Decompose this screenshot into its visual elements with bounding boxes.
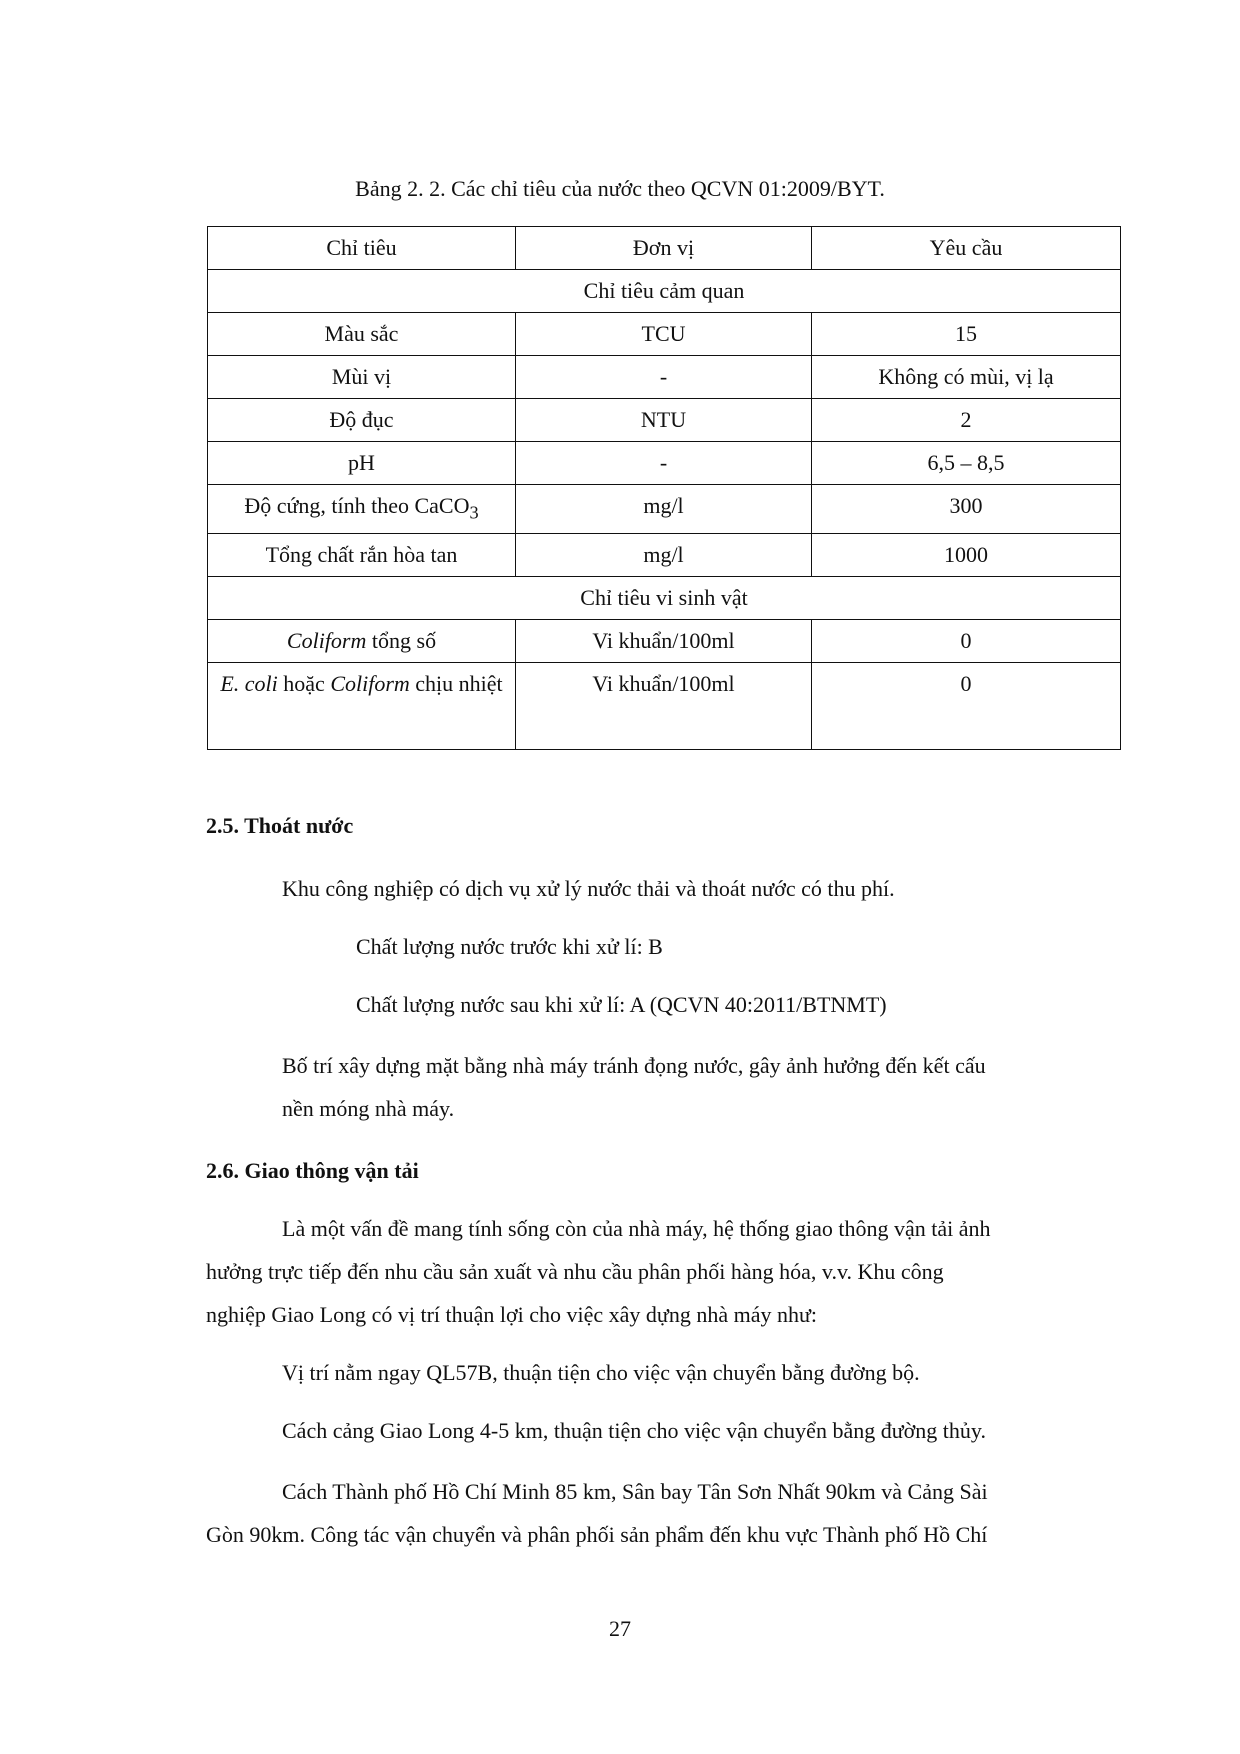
hardness-label: Độ cứng, tính theo CaCO: [244, 493, 470, 518]
table-row: [208, 313, 1121, 356]
paragraph: Cách cảng Giao Long 4-5 km, thuận tiện cho việc vận chuyển bằng đường thủy.: [282, 1418, 986, 1443]
cell-requirement: 0: [812, 620, 1121, 663]
header-requirement: Yêu cầu: [812, 227, 1121, 270]
cell-unit: mg/l: [516, 485, 812, 534]
section-label-microbiology: Chỉ tiêu vi sinh vật: [208, 577, 1121, 620]
cell-unit: Vi khuẩn/100ml: [516, 620, 812, 663]
table-row: [208, 399, 1121, 442]
table-row: [208, 620, 1121, 663]
cell-requirement: 6,5 – 8,5: [812, 442, 1121, 485]
paragraph: Bố trí xây dựng mặt bằng nhà máy tránh đọng nước, gây ảnh hưởng đến kết cấu: [282, 1053, 986, 1078]
cell-unit: mg/l: [516, 534, 812, 577]
table-row: [208, 485, 1121, 534]
paragraph: Là một vấn đề mang tính sống còn của nhà máy, hệ thống giao thông vận tải ảnh: [282, 1216, 991, 1241]
cell-requirement: 1000: [812, 534, 1121, 577]
paragraph: nghiệp Giao Long có vị trí thuận lợi cho việc xây dựng nhà máy như:: [206, 1302, 818, 1327]
paragraph: Cách Thành phố Hồ Chí Minh 85 km, Sân bay Tân Sơn Nhất 90km và Cảng Sài: [282, 1479, 988, 1504]
heading-2-6: 2.6. Giao thông vận tải: [206, 1158, 419, 1183]
ecoli-rest: chịu nhiệt: [409, 671, 503, 697]
page-number: 27: [609, 1616, 631, 1641]
coliform-heat-italic: Coliform: [330, 671, 410, 697]
paragraph: Chất lượng nước sau khi xử lí: A (QCVN 40:2011/BTNMT): [356, 992, 887, 1017]
table-row: [208, 534, 1121, 577]
cell-criterion: [208, 485, 516, 534]
table-header-row: [208, 227, 1121, 270]
cell-unit: TCU: [516, 313, 812, 356]
paragraph: Khu công nghiệp có dịch vụ xử lý nước thải và thoát nước có thu phí.: [282, 876, 895, 901]
cell-criterion: [208, 663, 516, 750]
paragraph: hưởng trực tiếp đến nhu cầu sản xuất và nhu cầu phân phối hàng hóa, v.v. Khu công: [206, 1259, 944, 1284]
cell-criterion: Độ đục: [208, 399, 516, 442]
cell-requirement: 2: [812, 399, 1121, 442]
heading-2-5: 2.5. Thoát nước: [206, 813, 354, 838]
cell-requirement: 15: [812, 313, 1121, 356]
header-criterion: Chỉ tiêu: [208, 227, 516, 270]
hardness-subscript: 3: [469, 502, 479, 523]
cell-unit: -: [516, 356, 812, 399]
ecoli-italic: E. coli: [220, 671, 278, 697]
cell-unit: NTU: [516, 399, 812, 442]
paragraph: Chất lượng nước trước khi xử lí: B: [356, 934, 663, 959]
water-standards-table: [207, 226, 1121, 750]
header-unit: Đơn vị: [516, 227, 812, 270]
cell-criterion: [208, 620, 516, 663]
section-row-sensory: [208, 270, 1121, 313]
table-caption: Bảng 2. 2. Các chỉ tiêu của nước theo QCVN 01:2009/BYT.: [355, 176, 885, 201]
coliform-italic: Coliform: [286, 628, 367, 654]
cell-criterion: Tổng chất rắn hòa tan: [208, 534, 516, 577]
coliform-rest: tổng số: [366, 628, 437, 654]
table-row: [208, 356, 1121, 399]
table-row: [208, 442, 1121, 485]
section-row-microbiology: [208, 577, 1121, 620]
cell-criterion: pH: [208, 442, 516, 485]
cell-requirement: 0: [812, 663, 1121, 750]
cell-requirement: 300: [812, 485, 1121, 534]
paragraph: Vị trí nằm ngay QL57B, thuận tiện cho việc vận chuyển bằng đường bộ.: [282, 1360, 920, 1385]
cell-unit: Vi khuẩn/100ml: [516, 663, 812, 750]
cell-unit: -: [516, 442, 812, 485]
ecoli-mid: hoặc: [277, 671, 331, 697]
cell-criterion: Mùi vị: [208, 356, 516, 399]
paragraph: nền móng nhà máy.: [282, 1096, 455, 1121]
section-label-sensory: Chỉ tiêu cảm quan: [208, 270, 1121, 313]
cell-requirement: Không có mùi, vị lạ: [812, 356, 1121, 399]
table-row: [208, 663, 1121, 750]
paragraph: Gòn 90km. Công tác vận chuyển và phân phối sản phẩm đến khu vực Thành phố Hồ Chí: [206, 1522, 988, 1547]
cell-criterion: Màu sắc: [208, 313, 516, 356]
